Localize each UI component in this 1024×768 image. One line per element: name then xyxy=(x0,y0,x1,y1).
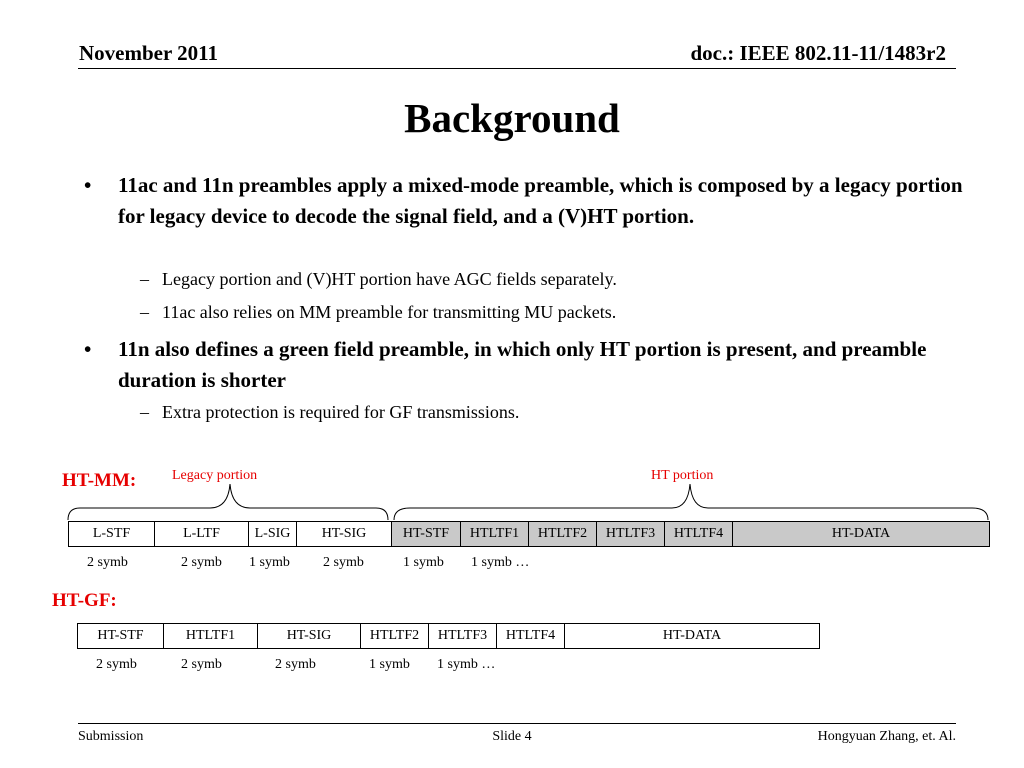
slide-title: Background xyxy=(404,95,620,141)
duration-label: 2 symb xyxy=(181,555,222,570)
duration-label: 2 symb xyxy=(87,555,128,570)
field-ht-data: HT-DATA xyxy=(662,628,722,643)
duration-label: 2 symb xyxy=(96,657,137,672)
legacy-portion-label: Legacy portion xyxy=(172,468,258,483)
ht-portion-label: HT portion xyxy=(651,468,714,483)
ht-gf-label: HT-GF: xyxy=(52,590,117,611)
sub-bullet-1-1 xyxy=(140,269,617,290)
ht-portion-brace xyxy=(394,484,988,520)
field-htltf4: HTLTF4 xyxy=(497,624,565,648)
field-ht-stf: HT-STF xyxy=(392,522,461,546)
bullet-2-text: 11n also defines a green field preamble, in which only HT portion is present, and preamble duration is shorter xyxy=(118,337,927,392)
field-htltf3: HTLTF3 xyxy=(429,624,497,648)
field-ht-sig: HT-SIG xyxy=(258,624,361,648)
sub-dash: – xyxy=(140,269,149,289)
legacy-portion-brace xyxy=(68,484,388,520)
header-date: November 2011 xyxy=(79,41,219,65)
sub-bullet-1-2-text: 11ac also relies on MM preamble for transmitting MU packets. xyxy=(162,302,617,322)
field-ht-sig: HT-SIG xyxy=(297,522,392,546)
sub-dash: – xyxy=(140,302,149,322)
field-htltf2: HTLTF2 xyxy=(361,624,429,648)
sub-bullet-1-2 xyxy=(140,302,616,323)
bullet-1 xyxy=(84,170,964,232)
field-ht-data: HT-DATA xyxy=(733,522,989,546)
field-htltf2: HTLTF2 xyxy=(529,522,597,546)
field-htltf4: HTLTF4 xyxy=(665,522,733,546)
duration-label: 1 symb xyxy=(369,657,410,672)
field-l-sig: L-SIG xyxy=(249,522,297,546)
field-htltf1: HTLTF1 xyxy=(164,624,258,648)
field-htltf3: HTLTF3 xyxy=(597,522,665,546)
field-htltf1: HTLTF1 xyxy=(461,522,529,546)
field-l-ltf: L-LTF xyxy=(155,522,249,546)
field-l-stf: L-STF xyxy=(69,522,155,546)
portion-braces xyxy=(0,480,1024,522)
sub-dash: – xyxy=(140,402,149,422)
footer-rule xyxy=(78,723,956,724)
duration-label: 1 symb … xyxy=(437,657,496,672)
field-ht-stf: HT-STF xyxy=(78,624,164,648)
bullet-2 xyxy=(84,334,964,396)
duration-label: 2 symb xyxy=(181,657,222,672)
bullet-dot: • xyxy=(84,173,92,197)
ht-mm-frame xyxy=(68,521,990,547)
footer-submission: Submission xyxy=(78,729,144,744)
duration-label: 1 symb xyxy=(403,555,444,570)
sub-bullet-1-1-text: Legacy portion and (V)HT portion have AGC fields separately. xyxy=(162,269,617,289)
duration-label: 2 symb xyxy=(323,555,364,570)
header-doc-id: doc.: IEEE 802.11-11/1483r2 xyxy=(690,41,946,65)
duration-label: 1 symb xyxy=(249,555,290,570)
ht-mm-label: HT-MM: xyxy=(62,470,137,491)
footer-slide-number: Slide 4 xyxy=(492,729,532,744)
header-rule xyxy=(78,68,956,69)
duration-label: 2 symb xyxy=(275,657,316,672)
footer-author: Hongyuan Zhang, et. Al. xyxy=(817,729,956,744)
sub-bullet-2-1-text: Extra protection is required for GF transmissions. xyxy=(162,402,520,422)
duration-label: 1 symb … xyxy=(471,555,530,570)
ht-gf-frame xyxy=(77,623,820,649)
bullet-dot: • xyxy=(84,337,92,361)
sub-bullet-2-1 xyxy=(140,402,519,423)
bullet-1-text: 11ac and 11n preambles apply a mixed-mode preamble, which is composed by a legacy portion for legacy device to decode the signal field, and a (V)HT portion. xyxy=(118,173,963,228)
